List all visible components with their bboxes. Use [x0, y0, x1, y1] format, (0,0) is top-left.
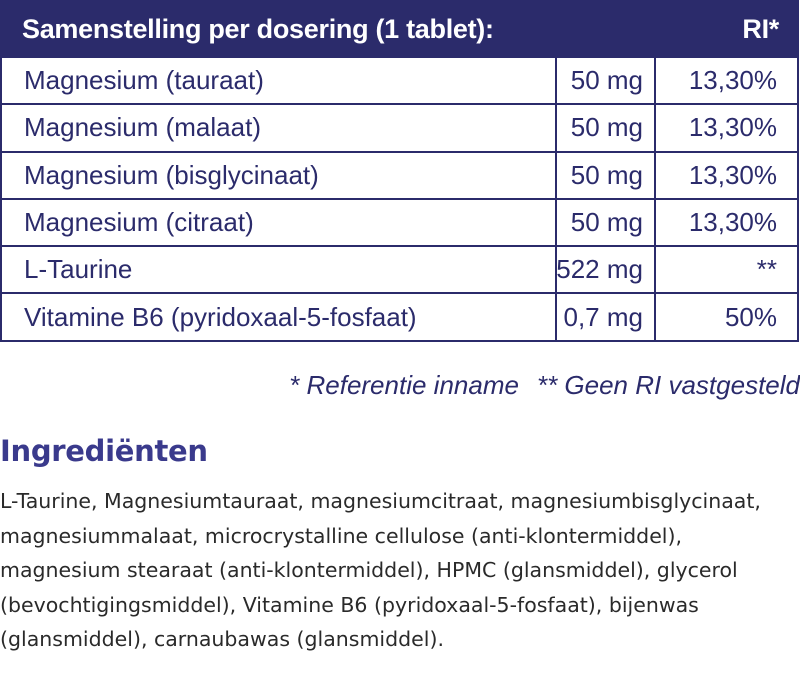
table-header-title: Samenstelling per dosering (1 tablet):: [22, 13, 494, 44]
footnote: [289, 370, 800, 401]
nutrient-name: Magnesium (citraat): [2, 200, 557, 245]
nutrient-amount: 522 mg: [557, 247, 656, 292]
ingredients-title: Ingrediënten: [0, 434, 208, 468]
nutrient-ri: 13,30%: [688, 207, 777, 238]
nutrient-name: Magnesium (malaat): [2, 105, 557, 150]
nutrient-name: L-Taurine: [2, 247, 557, 292]
table-row: [0, 153, 797, 200]
table-row: [0, 105, 797, 152]
table-header-ri: RI*: [742, 13, 779, 44]
footnote-reference: * Referentie inname: [289, 370, 519, 400]
footnote-no-ri: ** Geen RI vastgesteld: [536, 370, 800, 400]
table-header: [0, 0, 797, 58]
nutrient-ri: 13,30%: [688, 159, 777, 190]
nutrient-amount: 50 mg: [557, 200, 656, 245]
nutrient-name: Magnesium (bisglycinaat): [2, 153, 557, 198]
nutrient-amount: 50 mg: [557, 105, 656, 150]
nutrient-ri: 13,30%: [688, 112, 777, 143]
nutrient-ri: 13,30%: [688, 65, 777, 96]
table-row: [0, 58, 797, 105]
nutrient-ri: **: [756, 254, 777, 285]
nutrient-amount: 50 mg: [557, 153, 656, 198]
table-row: [0, 247, 797, 294]
nutrient-name: Magnesium (tauraat): [2, 58, 557, 103]
table-row: [0, 200, 797, 247]
table-row: [0, 294, 797, 341]
nutrient-amount: 50 mg: [557, 58, 656, 103]
ingredients-text: L-Taurine, Magnesiumtauraat, magnesiumcitraat, magnesiumbisglycinaat, magnesiummalaat, microcrystalline cellulose (anti-klontermiddel), magnesium stearaat (anti-klontermiddel), HPMC (glansmiddel), glycerol (bevochtigingsmiddel), Vitamine B6 (pyridoxaal-5-fosfaat), bijenwas (glansmiddel), carnaubawas (glansmiddel).: [0, 489, 761, 652]
nutrient-ri: 50%: [724, 301, 777, 332]
nutrient-amount: 0,7 mg: [557, 294, 656, 339]
nutrient-name: Vitamine B6 (pyridoxaal-5-fosfaat): [2, 294, 557, 339]
